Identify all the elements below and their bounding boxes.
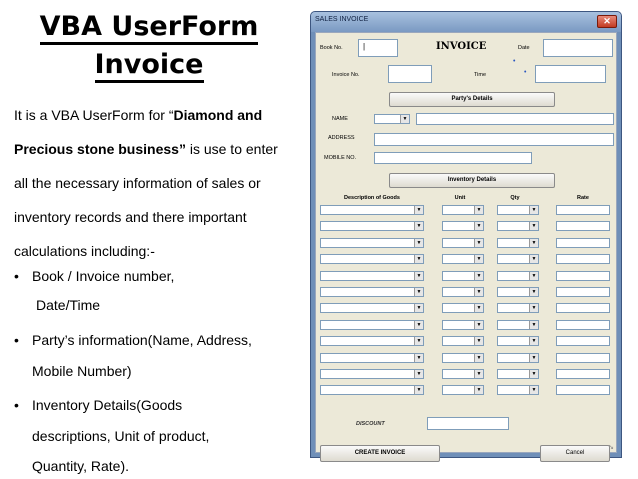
inventory-details-button[interactable]: Inventory Details	[389, 173, 555, 188]
row-10-rate-input[interactable]	[556, 353, 610, 363]
address-label: ADDRESS	[328, 135, 355, 141]
row-3-unit-dropdown[interactable]	[442, 238, 484, 248]
party-details-button[interactable]: Party's Details	[389, 92, 555, 107]
row-8-rate-input[interactable]	[556, 320, 610, 330]
dot-marker: •	[524, 69, 527, 76]
sales-invoice-window	[310, 11, 622, 458]
dropdown-arrow-icon[interactable]: ▼	[529, 206, 538, 214]
invoice-no-input[interactable]	[388, 65, 432, 83]
row-2-qty-dropdown[interactable]	[497, 221, 539, 231]
dropdown-arrow-icon[interactable]: ▼	[414, 239, 423, 247]
address-input[interactable]	[374, 133, 614, 146]
dropdown-arrow-icon[interactable]: ▼	[474, 370, 483, 378]
bullet-text: Inventory Details(Goods	[32, 397, 183, 413]
row-11-unit-dropdown[interactable]	[442, 369, 484, 379]
book-no-label: Book No.	[320, 45, 343, 51]
row-11-description-dropdown[interactable]	[320, 369, 424, 379]
dropdown-arrow-icon[interactable]: ▼	[474, 337, 483, 345]
row-1-qty-dropdown[interactable]	[497, 205, 539, 215]
row-8-qty-dropdown[interactable]	[497, 320, 539, 330]
row-5-description-dropdown[interactable]	[320, 271, 424, 281]
dropdown-arrow-icon[interactable]: ▼	[474, 386, 483, 394]
row-2-unit-dropdown[interactable]	[442, 221, 484, 231]
invoice-heading: INVOICE	[436, 41, 487, 52]
row-3-rate-input[interactable]	[556, 238, 610, 248]
dropdown-arrow-icon[interactable]: ▼	[414, 386, 423, 394]
bullet-item-2-cont: Mobile Number)	[32, 363, 132, 379]
slide-title-line1: VBA UserForm	[40, 11, 259, 45]
bullet-icon: •	[14, 397, 19, 413]
date-label: Date	[518, 45, 530, 51]
row-8-unit-dropdown[interactable]	[442, 320, 484, 330]
window-titlebar[interactable]	[311, 12, 621, 32]
intro-text-2: is use to enter	[185, 141, 278, 157]
column-header-unit: Unit	[454, 195, 466, 201]
row-7-qty-dropdown[interactable]	[497, 303, 539, 313]
intro-line-2	[14, 140, 278, 158]
row-4-qty-dropdown[interactable]	[497, 254, 539, 264]
row-9-qty-dropdown[interactable]	[497, 336, 539, 346]
dropdown-arrow-icon[interactable]: ▼	[414, 255, 423, 263]
dropdown-arrow-icon[interactable]: ▼	[474, 272, 483, 280]
row-3-description-dropdown[interactable]	[320, 238, 424, 248]
dropdown-arrow-icon[interactable]: ▼	[414, 272, 423, 280]
row-9-rate-input[interactable]	[556, 336, 610, 346]
resize-grip-icon[interactable]: ↘	[608, 444, 614, 451]
dropdown-arrow-icon[interactable]: ▼	[414, 288, 423, 296]
row-7-description-dropdown[interactable]	[320, 303, 424, 313]
dot-marker: •	[513, 58, 516, 65]
row-1-rate-input[interactable]	[556, 205, 610, 215]
intro-line-3: all the necessary information of sales or	[14, 175, 261, 191]
intro-line-4: inventory records and there important	[14, 209, 247, 225]
row-5-qty-dropdown[interactable]	[497, 271, 539, 281]
dropdown-arrow-icon[interactable]: ▼	[414, 206, 423, 214]
bullet-item-2	[14, 331, 252, 349]
row-11-rate-input[interactable]	[556, 369, 610, 379]
row-6-qty-dropdown[interactable]	[497, 287, 539, 297]
row-10-qty-dropdown[interactable]	[497, 353, 539, 363]
row-6-rate-input[interactable]	[556, 287, 610, 297]
cancel-button[interactable]: Cancel	[540, 445, 610, 462]
row-9-unit-dropdown[interactable]	[442, 336, 484, 346]
dropdown-arrow-icon[interactable]: ▼	[414, 304, 423, 312]
name-label: NAME	[332, 116, 348, 122]
dropdown-arrow-icon[interactable]: ▼	[414, 321, 423, 329]
row-11-qty-dropdown[interactable]	[497, 369, 539, 379]
dropdown-arrow-icon[interactable]: ▼	[414, 222, 423, 230]
dropdown-arrow-icon[interactable]: ▼	[529, 255, 538, 263]
bullet-item-1-cont: Date/Time	[36, 297, 101, 313]
dropdown-arrow-icon[interactable]: ▼	[414, 354, 423, 362]
dropdown-arrow-icon[interactable]: ▼	[529, 337, 538, 345]
dropdown-arrow-icon[interactable]: ▼	[414, 337, 423, 345]
form-client-area	[315, 32, 617, 456]
column-header-qty: Qty	[510, 195, 520, 201]
time-label: Time	[474, 72, 487, 78]
discount-input[interactable]	[427, 417, 509, 430]
column-header-rate: Rate	[577, 195, 589, 201]
dropdown-arrow-icon[interactable]: ▼	[414, 370, 423, 378]
row-10-unit-dropdown[interactable]	[442, 353, 484, 363]
mobile-input[interactable]	[374, 152, 532, 164]
dropdown-arrow-icon[interactable]: ▼	[400, 115, 409, 123]
intro-line-1	[14, 106, 262, 124]
bullet-item-3-cont: descriptions, Unit of product,	[32, 428, 210, 444]
dropdown-arrow-icon[interactable]: ▼	[474, 321, 483, 329]
intro-text: It is a VBA UserForm for “	[14, 107, 174, 123]
dropdown-arrow-icon[interactable]: ▼	[474, 255, 483, 263]
row-5-unit-dropdown[interactable]	[442, 271, 484, 281]
dropdown-arrow-icon[interactable]: ▼	[529, 321, 538, 329]
bullet-text: Party’s information(Name, Address,	[32, 332, 252, 348]
row-12-rate-input[interactable]	[556, 385, 610, 395]
slide-title	[14, 8, 284, 84]
row-2-rate-input[interactable]	[556, 221, 610, 231]
row-9-description-dropdown[interactable]	[320, 336, 424, 346]
intro-bold: Diamond and	[173, 107, 263, 123]
row-3-qty-dropdown[interactable]	[497, 238, 539, 248]
dropdown-arrow-icon[interactable]: ▼	[529, 222, 538, 230]
row-4-description-dropdown[interactable]	[320, 254, 424, 264]
intro-line-5: calculations including:-	[14, 243, 155, 259]
bullet-text: Book / Invoice number,	[32, 268, 175, 284]
row-12-description-dropdown[interactable]	[320, 385, 424, 395]
row-6-unit-dropdown[interactable]	[442, 287, 484, 297]
row-7-rate-input[interactable]	[556, 303, 610, 313]
row-10-description-dropdown[interactable]	[320, 353, 424, 363]
bullet-item-1	[14, 267, 174, 285]
dropdown-arrow-icon[interactable]: ▼	[529, 288, 538, 296]
row-12-unit-dropdown[interactable]	[442, 385, 484, 395]
row-4-rate-input[interactable]	[556, 254, 610, 264]
row-1-unit-dropdown[interactable]	[442, 205, 484, 215]
invoice-no-label: Invoice No.	[332, 72, 360, 78]
window-title: SALES INVOICE	[315, 16, 369, 23]
row-5-rate-input[interactable]	[556, 271, 610, 281]
dropdown-arrow-icon[interactable]: ▼	[529, 386, 538, 394]
name-input[interactable]	[416, 113, 614, 125]
dropdown-arrow-icon[interactable]: ▼	[529, 239, 538, 247]
row-6-description-dropdown[interactable]	[320, 287, 424, 297]
bullet-icon: •	[14, 268, 19, 284]
bullet-icon: •	[14, 332, 19, 348]
close-icon[interactable]: ✕	[597, 15, 617, 28]
dropdown-arrow-icon[interactable]: ▼	[474, 288, 483, 296]
row-7-unit-dropdown[interactable]	[442, 303, 484, 313]
name-title-dropdown[interactable]	[374, 114, 410, 124]
slide-title-line2: Invoice	[95, 49, 204, 83]
discount-label: DISCOUNT	[356, 421, 385, 427]
row-2-description-dropdown[interactable]	[320, 221, 424, 231]
intro-bold-2: Precious stone business”	[14, 141, 186, 157]
column-header-description: Description of Goods	[344, 195, 400, 201]
dropdown-arrow-icon[interactable]: ▼	[474, 304, 483, 312]
row-1-description-dropdown[interactable]	[320, 205, 424, 215]
dropdown-arrow-icon[interactable]: ▼	[529, 272, 538, 280]
create-invoice-button[interactable]: CREATE INVOICE	[320, 445, 440, 462]
mobile-label: MOBILE NO.	[324, 155, 357, 161]
book-no-input[interactable]: |	[358, 39, 398, 57]
row-12-qty-dropdown[interactable]	[497, 385, 539, 395]
dropdown-arrow-icon[interactable]: ▼	[529, 370, 538, 378]
dropdown-arrow-icon[interactable]: ▼	[474, 239, 483, 247]
row-4-unit-dropdown[interactable]	[442, 254, 484, 264]
dropdown-arrow-icon[interactable]: ▼	[529, 304, 538, 312]
time-input[interactable]	[535, 65, 606, 83]
bullet-item-3-cont2: Quantity, Rate).	[32, 458, 130, 474]
dropdown-arrow-icon[interactable]: ▼	[474, 206, 483, 214]
dropdown-arrow-icon[interactable]: ▼	[529, 354, 538, 362]
dropdown-arrow-icon[interactable]: ▼	[474, 222, 483, 230]
bullet-item-3	[14, 396, 182, 414]
date-input[interactable]	[543, 39, 613, 57]
dropdown-arrow-icon[interactable]: ▼	[474, 354, 483, 362]
row-8-description-dropdown[interactable]	[320, 320, 424, 330]
